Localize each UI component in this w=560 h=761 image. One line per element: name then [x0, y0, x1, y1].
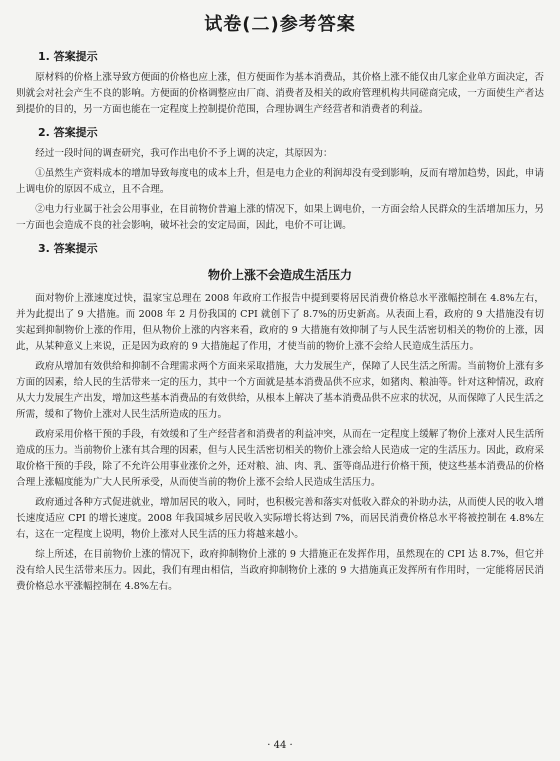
- section-1-hint: 1. 答案提示: [38, 50, 98, 63]
- section-3: [16, 240, 544, 256]
- section-1-paragraph: 原材料的价格上涨导致方便面的价格也应上涨，但方便面作为基本消费品，其价格上涨不能仅由几家企业单方面决定，否则就会对社会产生不良的影响。方便面的价格调整应由厂商、消费者及相关的政府管理机构共同磋商完成，一方面使生产者达到提价的目的，另一方面也能在一定程度上控制提价范围，合理协调生产经营者和消费者的利益。: [16, 72, 544, 115]
- section-3-hint: 3. 答案提示: [38, 242, 98, 255]
- section-2-reason-1: ①虽然生产资料成本的增加导致每度电的成本上升，但是电力企业的利润却没有受到影响，反而有增加趋势，因此，申请上调电价的原因不成立，且不合理。: [16, 168, 544, 195]
- page-title: 试卷(二)参考答案: [204, 14, 356, 35]
- essay-paragraph-3: 政府采用价格干预的手段，有效缓和了生产经营者和消费者的利益冲突，从而在一定程度上缓解了物价上涨对人民生活所造成的压力。当前物价上涨有其合理的因素，但与人民生活密切相关的物价上涨会给人民造成一定的生活压力。因此，政府采取价格干预的手段，除了不允许公用事业涨价之外，还对粮、油、肉、乳、蛋等商品进行价格干预，使这些基本消费品的价格合理上涨幅度能为广大人民所承受，从而使当前的物价上涨不会给人民造成生活压力。: [16, 429, 544, 488]
- page-number: · 44 ·: [267, 740, 293, 751]
- section-2-intro: 经过一段时间的调查研究，我可作出电价不予上调的决定，其原因为：: [35, 148, 333, 159]
- section-2-reason-2: ②电力行业属于社会公用事业，在目前物价普遍上涨的情况下，如果上调电价，一方面会给人民群众的生活增加压力，另一方面也会造成不良的社会影响，破坏社会的安定局面，因此，电价不可让调。: [16, 204, 544, 231]
- essay-paragraph-2: 政府从增加有效供给和抑制不合理需求两个方面来采取措施，大力发展生产，保障了人民生活之所需。当前物价上涨有多方面的因素，给人民的生活带来一定的压力，其中一个方面就是基本消费品供不应求，如猪肉、粮油等。针对这种情况，政府从大力发展生产出发，增加这些基本消费品的有效供给，从根本上解决了基本消费品供不应求的状况，从而保障了人民生活之所需，缓和了物价上涨对人民生活所造成的压力。: [16, 361, 544, 420]
- essay-paragraph-4: 政府通过各种方式促进就业，增加居民的收入，同时，也积极完善和落实对低收入群众的补助办法，从而使人民的收入增长速度适应 CPI 的增长速度。2008 年我国城乡居民收入实际增长将达到 7%，而居民消费价格总水平将被控制在 4.8%左右，这在一定程度上说明，物价上涨对人民生活的压力将越来越小。: [16, 497, 544, 540]
- essay-paragraph-1: 面对物价上涨速度过快，温家宝总理在 2008 年政府工作报告中提到要将居民消费价格总水平涨幅控制在 4.8%左右，并为此提出了 9 大措施。而 2008 年 2 月份我国的 CPI 就创下了 8.7%的历史新高。从表面上看，政府的 9 大措施没有切实起到抑制物价上涨的作用，但从物价上涨的内容来看，政府的 9 大措施有效抑制了与人民生活密切相关的物价的上涨，因此，从某种意义上来说，正是因为政府的 9 大措施起了作用，才使当前的物价上涨不会给人民造成生活压力。: [16, 293, 544, 352]
- essay-paragraph-5: 综上所述，在目前物价上涨的情况下，政府抑制物价上涨的 9 大措施正在发挥作用，虽然现在的 CPI 达 8.7%，但它并没有给人民生活带来压力。因此，我们有理由相信，当政府抑制物价上涨的 9 大措施真正发挥所有作用时，一定能将居民消费价格总水平涨幅控制在 4.8%左右。: [16, 549, 544, 592]
- essay-title: 物价上涨不会造成生活压力: [207, 268, 352, 282]
- essay: [16, 266, 544, 595]
- section-2: [16, 124, 544, 234]
- section-1: [16, 48, 544, 118]
- section-2-hint: 2. 答案提示: [38, 126, 98, 139]
